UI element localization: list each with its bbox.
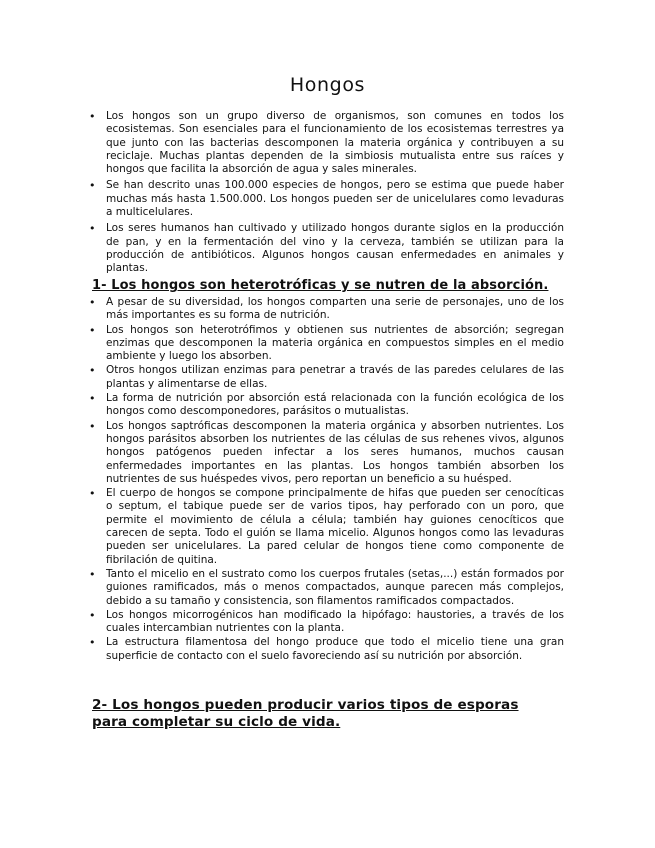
page-title: Hongos (289, 74, 366, 96)
list-item: • A pesar de su diversidad, los hongos comparten una serie de personajes, uno de los más importantes es su forma de nutrición. (0, 296, 655, 323)
list-item: • El cuerpo de hongos se compone principalmente de hifas que pueden ser cenocíticas o septum, el tabique puede ser de varios tipos, hay perforado con un poro, que permite el movimiento de célula a célula; también hay guiones cenocíticos que carecen de septa. Todo el guión se llama micelio. Algunos hongos como las levaduras pueden ser unicelulares. La pared celular de hongos tiene como componente de fibrilación de quitina. (0, 487, 655, 567)
list-item: • Los hongos son un grupo diverso de organismos, son comunes en todos los ecosistemas. Son esenciales para el funcionamiento de los ecosistemas terrestres ya que junto con las bacterias descomponen la materia orgánica y contribuyen a su reciclaje. Muchas plantas dependen de la simbiosis mutualista entre sus raíces y hongos que facilita la absorción de agua y sales minerales. (0, 110, 655, 176)
list-item: • Los hongos micorrogénicos han modificado la hipófago: haustories, a través de los cuales intercambian nutrientes con la planta. (0, 609, 655, 636)
list-item: • La estructura filamentosa del hongo produce que todo el micelio tiene una gran superficie de contacto con el suelo favoreciendo así su nutrición por absorción. (0, 636, 655, 663)
list-item: • Otros hongos utilizan enzimas para penetrar a través de las paredes celulares de las plantas y alimentarse de ellas. (0, 364, 655, 391)
list-item: • Los hongos son heterotrófimos y obtienen sus nutrientes de absorción; segregan enzimas que descomponen la materia orgánica en compuestos simples en el medio ambiente y luego los absorben. (0, 324, 655, 364)
list-item: • La forma de nutrición por absorción está relacionada con la función ecológica de los hongos como descomponedores, parásitos o mutualistas. (0, 392, 655, 419)
intro-list (0, 110, 655, 279)
section-1-list (0, 296, 655, 664)
list-item: • Se han descrito unas 100.000 especies de hongos, pero se estima que puede haber muchas más hasta 1.500.000. Los hongos pueden ser de unicelulares como levaduras a multicelulares. (0, 179, 655, 219)
section-2-heading: 2- Los hongos pueden producir varios tipos de esporas para completar su ciclo de vida. (92, 697, 519, 730)
list-item: • Los seres humanos han cultivado y utilizado hongos durante siglos en la producción de pan, y en la fermentación del vino y la cerveza, también se utilizan para la producción de antibióticos. Algunos hongos causan enfermedades en animales y plantas. (0, 222, 655, 275)
section-1-heading: 1- Los hongos son heterotróficas y se nutren de la absorción. (92, 278, 549, 293)
list-item: • Los hongos saptróficas descomponen la materia orgánica y absorben nutrientes. Los hongos parásitos absorben los nutrientes de las células de sus rehenes vivos, algunos hongos patógenos pueden infectar a los seres humanos, muchos causan enfermedades importantes en las plantas. Los hongos también absorben los nutrientes de sus huéspedes vivos, pero reportan un beneficio a su huésped. (0, 420, 655, 486)
list-item: • Tanto el micelio en el sustrato como los cuerpos frutales (setas,...) están formados por guiones ramificados, más o menos compactados, aunque parecen más complejos, debido a su tamaño y consistencia, son filamentos ramificados compactados. (0, 568, 655, 608)
